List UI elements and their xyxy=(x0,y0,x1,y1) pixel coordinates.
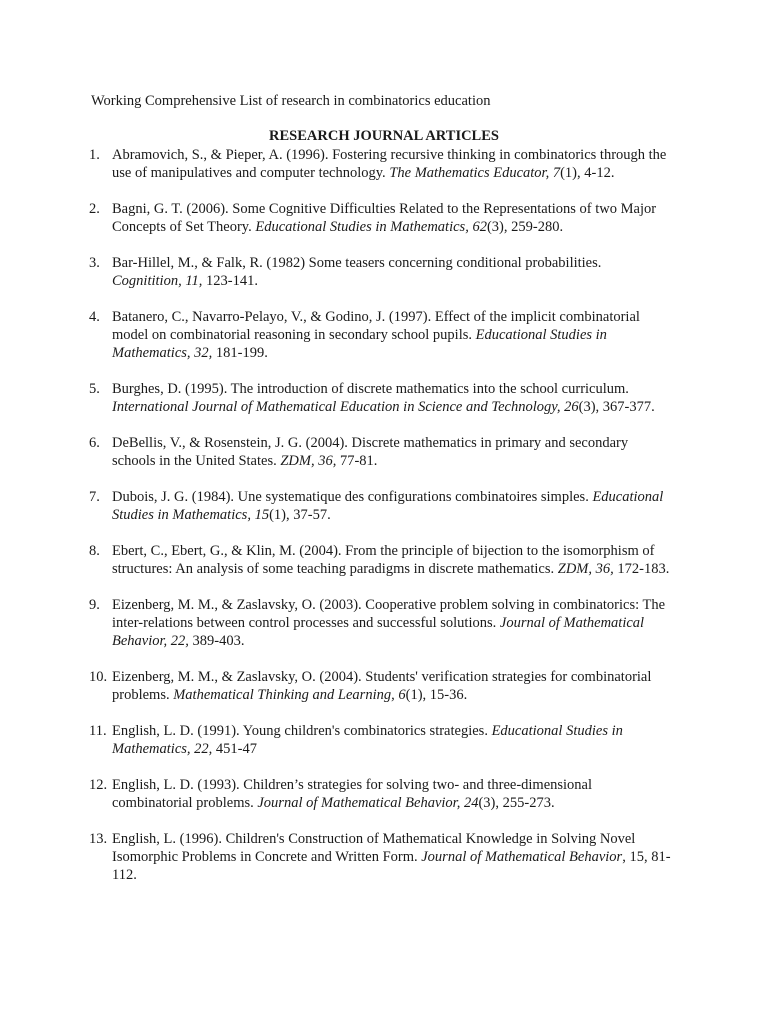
journal-name: Journal of Mathematical Behavior, 22, xyxy=(112,615,645,649)
journal-name: The Mathematics Educator, 7 xyxy=(389,165,561,181)
reference-text: Ebert, C., Ebert, G., & Klin, M. (2004). From the principle of bijection to the isomorphism of structures: An analysis of some teaching paradigms in discrete mathematics. ZDM, 36, 172-183. xyxy=(112,543,670,577)
reference-list xyxy=(0,146,768,884)
reference-item xyxy=(0,596,768,650)
reference-number: 6. xyxy=(89,435,100,451)
reference-number: 5. xyxy=(89,381,100,397)
reference-text: Batanero, C., Navarro-Pelayo, V., & Godino, J. (1997). Effect of the implicit combinatorial model on combinatorial reasoning in secondary school pupils. Educational Studies in Mathematics, 32, 181-199. xyxy=(112,309,640,361)
journal-name: Educational Studies in Mathematics, 15 xyxy=(112,489,664,523)
journal-name: ZDM, 36, xyxy=(557,561,614,577)
reference-number: 9. xyxy=(89,597,100,613)
journal-name: Educational Studies in Mathematics, 32, xyxy=(112,327,607,361)
reference-text: Eizenberg, M. M., & Zaslavsky, O. (2003). Cooperative problem solving in combinatorics: The inter-relations between control processes and successful solutions. Journal of Mathematical Behavior, 22, 389-403. xyxy=(112,597,666,649)
reference-item xyxy=(0,722,768,758)
reference-number: 12. xyxy=(89,777,108,793)
reference-text: English, L. D. (1991). Young children's combinatorics strategies. Educational Studies in Mathematics, 22, 451-47 xyxy=(112,723,623,757)
reference-number: 8. xyxy=(89,543,100,559)
reference-item xyxy=(0,776,768,812)
reference-text: Dubois, J. G. (1984). Une systematique des configurations combinatoires simples. Educational Studies in Mathematics, 15(1), 37-57. xyxy=(112,489,664,523)
reference-number: 1. xyxy=(89,147,100,163)
reference-text: Eizenberg, M. M., & Zaslavsky, O. (2004). Students' verification strategies for combinatorial problems. Mathematical Thinking and Learning, 6(1), 15-36. xyxy=(112,669,652,703)
reference-item xyxy=(0,254,768,290)
reference-text: English, L. D. (1993). Children’s strategies for solving two- and three-dimensional combinatorial problems. Journal of Mathematical Behavior, 24(3), 255-273. xyxy=(112,777,593,811)
reference-item xyxy=(0,308,768,362)
journal-name: Educational Studies in Mathematics, 62 xyxy=(255,219,487,235)
reference-item xyxy=(0,380,768,416)
reference-item xyxy=(0,146,768,182)
reference-text: Bagni, G. T. (2006). Some Cognitive Difficulties Related to the Representations of two Major Concepts of Set Theory. Educational Studies in Mathematics, 62(3), 259-280. xyxy=(112,201,657,235)
reference-text: DeBellis, V., & Rosenstein, J. G. (2004). Discrete mathematics in primary and secondary schools in the United States. ZDM, 36, 77-81. xyxy=(112,435,629,469)
reference-text: Burghes, D. (1995). The introduction of discrete mathematics into the school curriculum. International Journal of Mathematical Education in Science and Technology, 26(3), 367-377. xyxy=(112,381,655,415)
reference-number: 4. xyxy=(89,309,100,325)
reference-number: 7. xyxy=(89,489,100,505)
reference-number: 13. xyxy=(89,831,108,847)
reference-number: 2. xyxy=(89,201,100,217)
journal-name: International Journal of Mathematical Education in Science and Technology, 26 xyxy=(112,399,579,415)
reference-item xyxy=(0,200,768,236)
section-heading: RESEARCH JOURNAL ARTICLES xyxy=(269,128,499,144)
reference-number: 3. xyxy=(89,255,100,271)
journal-name: Cognitition, 11, xyxy=(112,273,203,289)
reference-item xyxy=(0,542,768,578)
reference-number: 11. xyxy=(89,723,107,739)
journal-name: ZDM, 36, xyxy=(280,453,337,469)
reference-text: Bar-Hillel, M., & Falk, R. (1982) Some teasers concerning conditional probabilities. Cognitition, 11, 123-141. xyxy=(112,255,602,289)
journal-name: Journal of Mathematical Behavior xyxy=(421,849,623,865)
reference-number: 10. xyxy=(89,669,108,685)
journal-name: Mathematical Thinking and Learning, 6 xyxy=(173,687,406,703)
journal-name: Journal of Mathematical Behavior, 24 xyxy=(257,795,479,811)
reference-item xyxy=(0,830,768,884)
document-title: Working Comprehensive List of research in combinatorics education xyxy=(91,93,491,109)
reference-text: English, L. (1996). Children's Construction of Mathematical Knowledge in Solving Novel Isomorphic Problems in Concrete and Written Form. Journal of Mathematical Behavior, 15, 81-112. xyxy=(112,831,671,883)
journal-name: Educational Studies in Mathematics, 22, xyxy=(112,723,623,757)
reference-text: Abramovich, S., & Pieper, A. (1996). Fostering recursive thinking in combinatorics through the use of manipulatives and computer technology. The Mathematics Educator, 7(1), 4-12. xyxy=(112,147,667,181)
reference-item xyxy=(0,668,768,704)
reference-item xyxy=(0,434,768,470)
reference-item xyxy=(0,488,768,524)
